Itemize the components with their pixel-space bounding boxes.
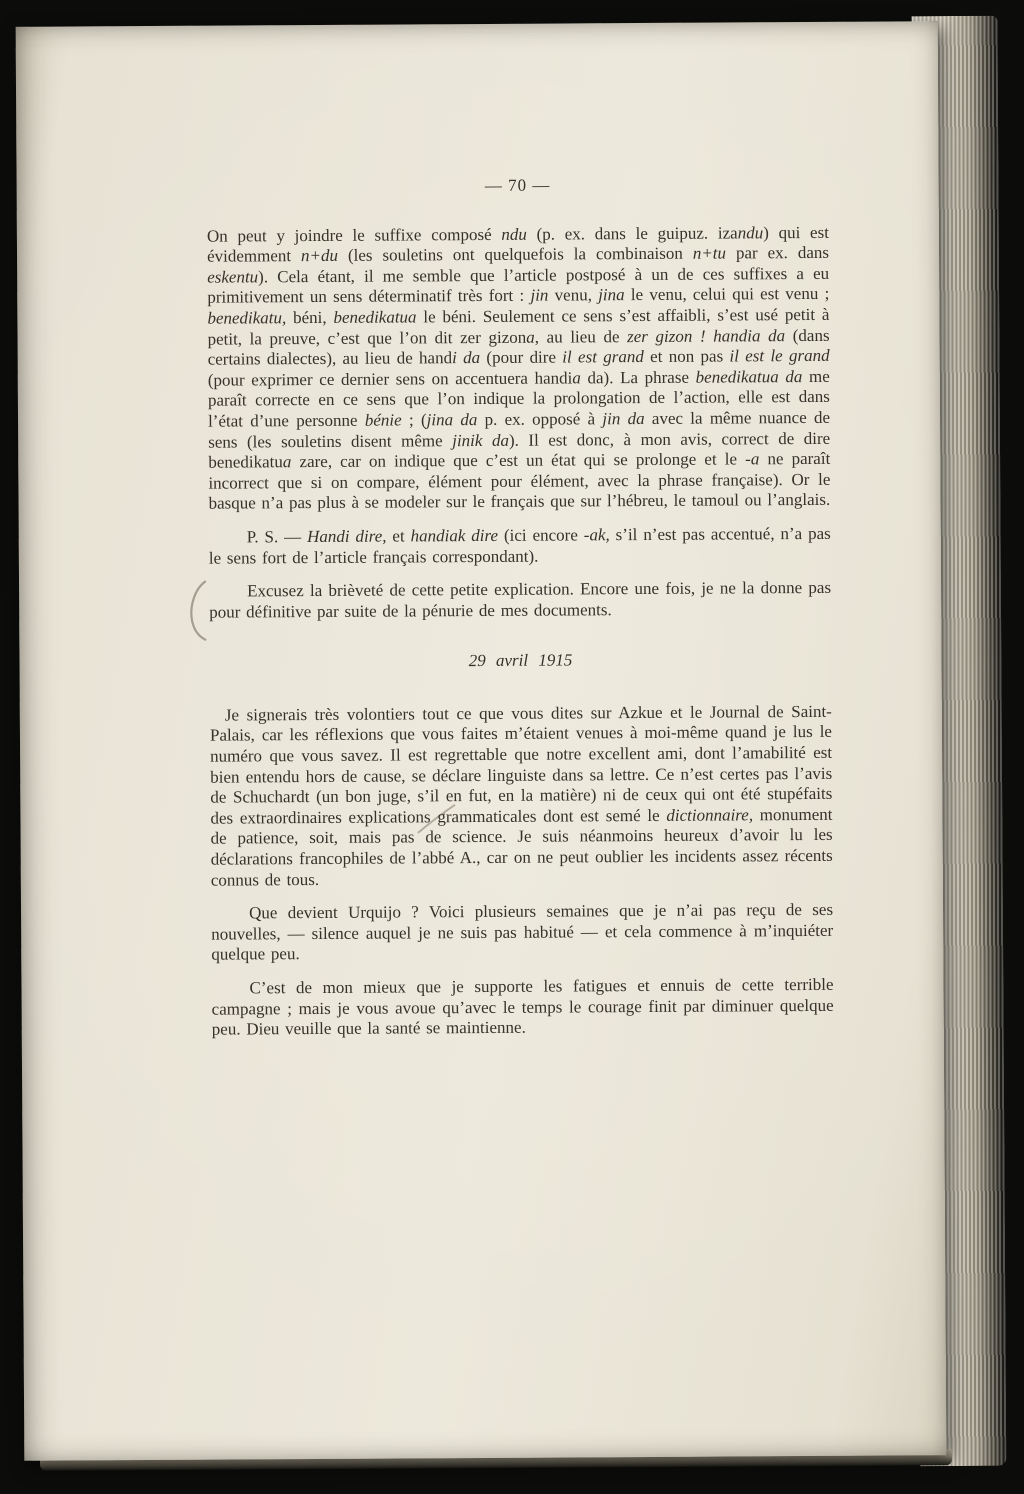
paragraph: C’est de mon mieux que je supporte les fatigues et ennuis de cette terrible campagne ; mais je vous avoue qu’avec le temps le courage finit par diminuer quelque peu. Dieu veuille que la santé se maintienne.	[211, 974, 834, 1039]
date-heading: 29 avril 1915	[468, 650, 573, 671]
letter-body-part1	[207, 222, 831, 622]
book-page	[16, 21, 947, 1461]
paragraph: Je signerais très volontiers tout ce que vous dites sur Azkue et le Journal de Saint-Palais, car les réflexions que vous faites m’étaient venues à moi-même quand je lus le numéro que vous savez. Il est regrettable que notre excellent ami, dont l’amabilité est bien entendu hors de cause, se déclare linguiste dans sa lettre. Ce n’est certes pas l’avis de Schuchardt (un bon juge, s’il en fut, en la matière) ni de ceux qui ont été stupéfaits des extraordinaires explications grammaticales dont est semé le dictionnaire, monument de patience, soit, mais pas de science. Je suis néanmoins heureux d’avoir lu les déclarations francophiles de l’abbé A., car on ne peut oublier les incidents assez récents connus de tous.	[209, 701, 833, 890]
page-text-block	[207, 174, 834, 1054]
paragraph: Que devient Urquijo ? Voici plusieurs semaines que je n’ai pas reçu de ses nouvelles, — silence auquel je ne suis pas habitué — et cela commence à m’inquiéter quelque peu.	[211, 900, 834, 965]
paragraph: Excusez la brièveté de cette petite explication. Encore une fois, je ne la donne pas pour définitive par suite de la pénurie de mes documents.	[209, 577, 832, 622]
letter-body-part2	[210, 702, 834, 1041]
paragraph: P. S. — Handi dire, et handiak dire (ici encore -ak, s’il n’est pas accentué, n’a pas le sens fort de l’article français correspondant).	[208, 523, 831, 568]
paragraph: On peut y joindre le suffixe composé ndu (p. ex. dans le guipuz. izandu) qui est évidemment n+du (les souletins ont quelquefois la combinaison n+tu par ex. dans eskentu). Cela étant, il me semble que l’article postposé à un de ces suffixes a eu primitivement un sens déterminatif très fort : jin venu, jina le venu, celui qui est venu ; benedikatu, béni, benedikatua le béni. Seulement ce sens s’est affaibli, s’est usé petit à petit, la preuve, c’est que l’on dit zer gizona, au lieu de zer gizon ! handia da (dans certains dialectes), au lieu de handi da (pour dire il est grand et non pas il est le grand (pour exprimer ce dernier sens on accentuera handia da). La phrase benedikatua da me paraît correcte en ce sens que l’on indique la prolongation de l’action, elle est dans l’état d’une personne bénie ; (jina da p. ex. opposé à jin da avec la même nuance de sens (les souletins disent même jinik da). Il est donc, à mon avis, correct de dire benedikatua zare, car on indique que c’est un état qui se prolonge et le -a ne paraît incorrect que si on compare, élément pour élément, avec la phrase française). Or le basque n’a pas plus à se modeler sur le français que sur l’hébreu, le tamoul ou l’anglais.	[206, 222, 831, 513]
page-number: — 70 —	[484, 175, 551, 195]
pencil-bracket-mark	[191, 582, 205, 640]
